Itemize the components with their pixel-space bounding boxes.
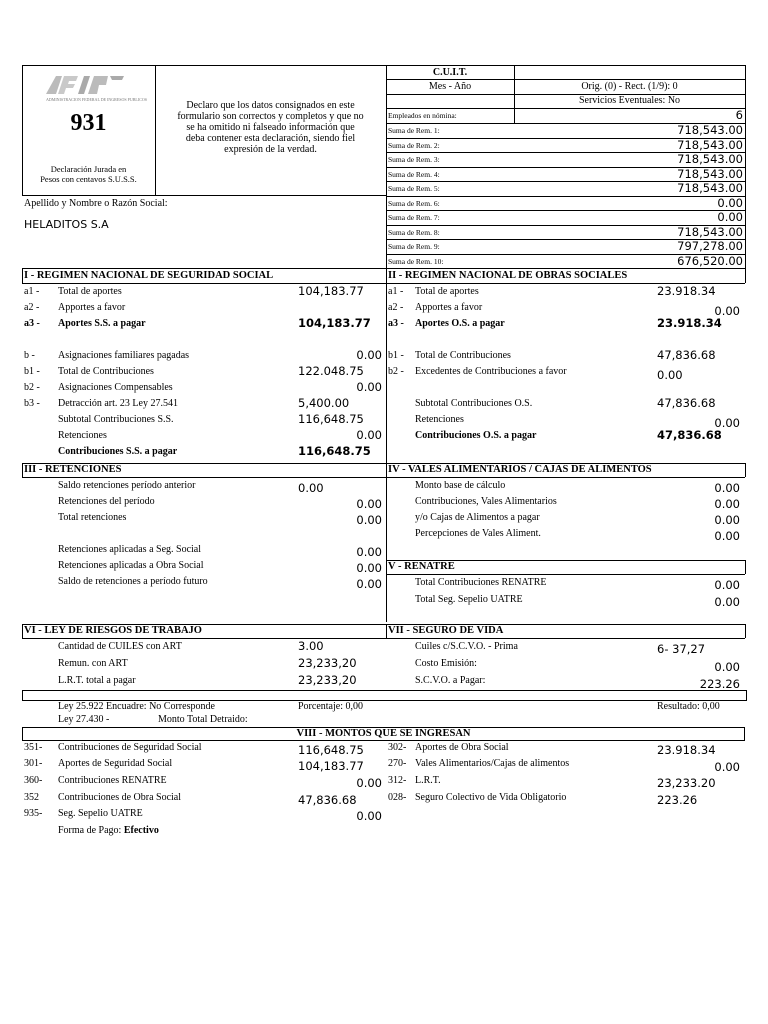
vline-s6-right (745, 624, 746, 638)
s8-label: Vales Alimentarios/Cajas de alimentos (415, 758, 570, 769)
rem-label: Suma de Rem. 4: (388, 169, 440, 179)
s1-code: b3 - (24, 398, 40, 409)
s2-value: 0.00 (657, 368, 683, 382)
vline-s3-right (745, 463, 746, 477)
s8-title: VIII - MONTOS QUE SE INGRESAN (296, 728, 471, 739)
servicios-eventuales: Servicios Eventuales: No (578, 95, 681, 106)
s8-value: 0.00 (356, 776, 382, 790)
s6-value: 23,233,20 (298, 656, 357, 670)
orig-rect: Orig. (0) - Rect. (1/9): 0 (581, 81, 678, 92)
hline-s1-head (22, 283, 745, 284)
s6-label: Remun. con ART (58, 658, 128, 669)
vline-s1-left (22, 268, 23, 283)
s7-label: S.C.V.O. a Pagar: (415, 675, 486, 686)
rem-label: Suma de Rem. 6: (388, 198, 440, 208)
ley-25922: Ley 25.922 Encuadre: No Corresponde (58, 701, 215, 712)
s1-value: 104,183.77 (298, 284, 364, 298)
s7-label: Cuiles c/S.C.V.O. - Prima (415, 641, 518, 652)
ley-27430: Ley 27.430 - (58, 714, 110, 725)
subtitle-1: Declaración Jurada en (50, 164, 127, 174)
s1-value: 5,400.00 (298, 396, 350, 410)
s1-value: 116,648.75 (298, 444, 371, 458)
s2-code: b2 - (388, 366, 404, 377)
empleados-label: Empleados en nómina: (388, 111, 457, 120)
rem-value: 676,520.00 (677, 253, 743, 268)
s8-value: 23.918.34 (657, 743, 716, 757)
forma-pago (58, 825, 159, 836)
s1-value: 0.00 (356, 428, 382, 442)
rem-value: 718,543.00 (677, 181, 743, 195)
rem-value: 718,543.00 (677, 224, 743, 239)
s1-value: 122.048.75 (298, 364, 364, 378)
s2-value: 0.00 (714, 416, 740, 430)
s8-label: Aportes de Seguridad Social (58, 758, 173, 769)
s3-value: 0.00 (356, 497, 382, 511)
s7-value: 6- 37,27 (657, 642, 706, 656)
s3-label: Total retenciones (58, 512, 127, 523)
s3-label: Saldo de retenciones a período futuro (58, 576, 208, 587)
s6-value: 23,233,20 (298, 673, 357, 687)
s3-title: III - RETENCIONES (24, 464, 122, 475)
s1-code: b2 - (24, 382, 40, 393)
rem-label: Suma de Rem. 1: (388, 126, 440, 135)
subtitle-2: Pesos con centavos S.U.S.S. (40, 174, 137, 184)
rem-label: Suma de Rem. 3: (388, 155, 440, 164)
s5-title: V - RENATRE (388, 561, 455, 572)
frame-top (22, 65, 745, 66)
s2-code: a1 - (388, 286, 404, 297)
logo-subtext: ADMINISTRACION FEDERAL DE INGRESOS PUBLICOS (46, 97, 147, 102)
s8-code: 351- (24, 742, 43, 753)
s1-label: Asignaciones familiares pagadas (58, 350, 190, 361)
vline-s3-left (22, 463, 23, 477)
cuit-label: C.U.I.T. (432, 67, 468, 78)
s7-value: 223.26 (699, 677, 740, 691)
s8-code: 935- (24, 808, 43, 819)
rem-value: 718,543.00 (677, 166, 743, 181)
s8-value: 104,183.77 (298, 759, 364, 773)
s2-code: b1 - (388, 350, 404, 361)
rem-value: 718,543.00 (677, 152, 743, 166)
s6-label: Cantidad de CUILES con ART (58, 641, 182, 652)
afip-logo (44, 74, 126, 98)
rem-value: 0.00 (717, 210, 743, 224)
declaration-line: Declaro que los datos consignados en este (186, 100, 355, 111)
s4-label: Monto base de cálculo (415, 480, 506, 491)
s1-label: Apportes a favor (58, 302, 126, 313)
s1-value: 104,183.77 (298, 316, 371, 330)
s3-value: 0.00 (356, 577, 382, 591)
rem-value: 0.00 (717, 195, 743, 210)
rem-value: 718,543.00 (677, 137, 743, 152)
s4-label: Contribuciones, Vales Alimentarios (415, 496, 557, 507)
rem-value: 718,543.00 (677, 123, 743, 137)
s2-label: Excedentes de Contribuciones a favor (415, 366, 567, 377)
s1-value: 116,648.75 (298, 412, 364, 426)
s3-value: 0.00 (356, 545, 382, 559)
s8-label: Contribuciones de Seguridad Social (58, 742, 202, 753)
s3-label: Retenciones aplicadas a Obra Social (58, 560, 204, 571)
s3-label: Retenciones aplicadas a Seg. Social (58, 544, 202, 555)
vline-center (386, 268, 387, 622)
rem-label: Suma de Rem. 8: (388, 227, 440, 237)
s8-value: 0.00 (714, 760, 740, 774)
ley-monto-detraido: Monto Total Detraido: (158, 714, 248, 725)
s4-value: 0.00 (714, 513, 740, 527)
rem-label: Suma de Rem. 5: (388, 184, 440, 193)
s7-value: 0.00 (714, 660, 740, 674)
s4-value: 0.00 (714, 497, 740, 511)
hline-s6-head (22, 638, 745, 639)
s1-code: b - (24, 350, 35, 361)
razon-value: HELADITOS S.A (24, 218, 109, 231)
declaration-line: deba contener esta declaración, siendo fiel (185, 133, 356, 144)
s5-label: Total Seg. Sepelio UATRE (415, 594, 523, 605)
s8-code: 312- (388, 775, 407, 786)
s5-label: Total Contribuciones RENATRE (415, 577, 547, 588)
s2-code: a2 - (388, 302, 404, 313)
s2-label: Total de aportes (415, 286, 479, 297)
hline-s1-top (22, 268, 745, 269)
rem-label: Suma de Rem. 2: (388, 140, 440, 150)
s3-value: 0.00 (298, 481, 324, 495)
vline-empleados (514, 108, 515, 123)
s3-value: 0.00 (356, 513, 382, 527)
s4-value: 0.00 (714, 529, 740, 543)
s8-label: Seg. Sepelio UATRE (58, 808, 143, 819)
s5-value: 0.00 (714, 578, 740, 592)
declaration-line: se ha omitido ni falseado información que (186, 122, 355, 133)
s2-value: 47,836.68 (657, 348, 716, 362)
frame-right-top (745, 65, 746, 268)
ley-resultado: Resultado: 0,00 (657, 701, 720, 712)
s2-code: a3 - (388, 318, 404, 329)
s5-value: 0.00 (714, 595, 740, 609)
s1-label: Asignaciones Compensables (58, 382, 173, 393)
s1-code: a1 - (24, 286, 40, 297)
rem-label: Suma de Rem. 9: (388, 242, 440, 251)
frame-div-1 (155, 65, 156, 195)
declaration-text (157, 100, 384, 155)
s1-label: Contribuciones S.S. a pagar (58, 446, 178, 457)
s3-label: Retenciones del período (58, 496, 155, 507)
s2-value: 23.918.34 (657, 316, 722, 330)
s1-title: I - REGIMEN NACIONAL DE SEGURIDAD SOCIAL (24, 270, 274, 281)
s6-value: 3.00 (298, 639, 324, 653)
s8-value: 0.00 (356, 809, 382, 823)
s1-value: 0.00 (356, 348, 382, 362)
empleados-value: 6 (735, 108, 743, 122)
s1-value: 0.00 (356, 380, 382, 394)
hline-s3-head (22, 477, 745, 478)
s3-value: 0.00 (356, 561, 382, 575)
s1-label: Retenciones (58, 430, 107, 441)
s8-label: Aportes de Obra Social (415, 742, 509, 753)
rem-label: Suma de Rem. 7: (388, 213, 440, 222)
s8-code: 270- (388, 758, 407, 769)
ley-box (22, 690, 747, 701)
s1-code: a3 - (24, 318, 40, 329)
razon-label: Apellido y Nombre o Razón Social: (24, 198, 168, 209)
rem-label: Suma de Rem. 10: (388, 256, 444, 266)
s8-label: Seguro Colectivo de Vida Obligatorio (415, 792, 567, 803)
hline-s5-head (386, 574, 745, 575)
s1-label: Aportes S.S. a pagar (58, 318, 146, 329)
hline-cuit (386, 79, 745, 80)
vline-s6-mid (386, 624, 387, 638)
s2-label: Retenciones (415, 414, 464, 425)
s8-code: 028- (388, 792, 407, 803)
forma-pago-label: Forma de Pago: (58, 825, 122, 836)
vline-s6-left (22, 624, 23, 638)
s8-label: Contribuciones RENATRE (58, 775, 167, 786)
form-number: 931 (70, 110, 107, 136)
s4-value: 0.00 (714, 481, 740, 495)
s8-label: L.R.T. (415, 775, 441, 786)
s1-label: Detracción art. 23 Ley 27.541 (58, 398, 178, 409)
s8-code: 360- (24, 775, 43, 786)
s8-label: Contribuciones de Obra Social (58, 792, 182, 803)
s1-label: Total de Contribuciones (58, 366, 154, 377)
s4-label: y/o Cajas de Alimentos a pagar (415, 512, 540, 523)
vline-s5-right (745, 560, 746, 574)
s2-title: II - REGIMEN NACIONAL DE OBRAS SOCIALES (388, 270, 628, 281)
s8-value: 223.26 (657, 793, 698, 807)
s8-code: 352 (24, 792, 39, 803)
s2-value: 23.918.34 (657, 284, 716, 298)
s1-label: Total de aportes (58, 286, 122, 297)
s8-value: 47,836.68 (298, 793, 357, 807)
s2-label: Subtotal Contribuciones O.S. (415, 398, 533, 409)
vline-s1-right (745, 268, 746, 283)
s1-code: a2 - (24, 302, 40, 313)
s2-value: 47,836.68 (657, 396, 716, 410)
s1-code: b1 - (24, 366, 40, 377)
s2-label: Contribuciones O.S. a pagar (415, 430, 537, 441)
s8-code: 301- (24, 758, 43, 769)
declaration-line: expresión de la verdad. (224, 144, 317, 155)
rem-value: 797,278.00 (677, 239, 743, 253)
frame-logo-bottom (22, 195, 155, 196)
s6-label: L.R.T. total a pagar (58, 675, 136, 686)
mes-label: Mes - Año (428, 81, 472, 92)
ley-porcentaje: Porcentaje: 0,00 (298, 701, 363, 712)
declaration-line: formulario son correctos y completos y que no (177, 111, 364, 122)
s8-value: 116,648.75 (298, 743, 364, 757)
s6-title: VI - LEY DE RIESGOS DE TRABAJO (24, 625, 202, 636)
s2-label: Total de Contribuciones (415, 350, 511, 361)
s8-value: 23,233.20 (657, 776, 716, 790)
s2-label: Aportes O.S. a pagar (415, 318, 505, 329)
forma-pago-value: Efectivo (123, 825, 159, 836)
s4-title: IV - VALES ALIMENTARIOS / CAJAS DE ALIMENTOS (388, 464, 652, 475)
s7-label: Costo Emisión: (415, 658, 477, 669)
s4-label: Percepciones de Vales Aliment. (415, 528, 541, 539)
s7-title: VII - SEGURO DE VIDA (388, 625, 504, 636)
s2-value: 0.00 (714, 304, 740, 318)
frame-decl-bottom (155, 195, 386, 196)
s2-label: Apportes a favor (415, 302, 483, 313)
s2-value: 47,836.68 (657, 428, 722, 442)
s8-code: 302- (388, 742, 407, 753)
s1-label: Subtotal Contribuciones S.S. (58, 414, 174, 425)
s3-label: Saldo retenciones período anterior (58, 480, 196, 491)
